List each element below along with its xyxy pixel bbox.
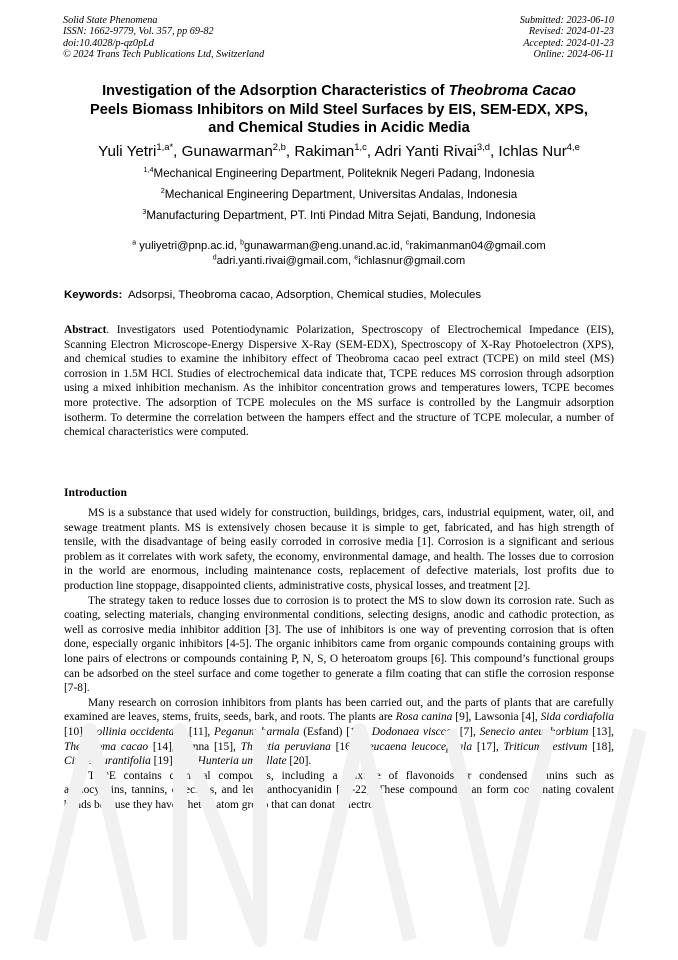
keywords-text: Adsorpsi, Theobroma cacao, Adsorption, Chemical studies, Molecules	[127, 289, 482, 301]
author: Adri Yanti Rivai$^{3,d}$	[374, 140, 490, 160]
affiliation: $^2$Mechanical Engineering Department, Universitas Andalas, Indonesia	[160, 186, 518, 201]
introduction-body	[64, 506, 614, 812]
text-run: [14], Henna [15],	[148, 740, 241, 753]
keywords	[64, 288, 624, 302]
affiliation: $^{1,4}$Mechanical Engineering Department, Politeknik Negeri Padang, Indonesia	[143, 165, 535, 180]
species-name: Triticum aestivum	[503, 740, 588, 753]
keywords-label: Keywords:	[64, 289, 123, 301]
species-name: Citrus Aurantifolia	[64, 755, 151, 768]
author: Gunawarman$^{2,b}$	[181, 140, 286, 160]
species-name: Leucaena leucocephala	[362, 740, 473, 753]
paragraph: The strategy taken to reduce losses due to corrosion is to protect the MS to slow down its corrosion rate. Such as coating, selecting materials, changing environmental conditions, selecting designs, anodic and cathodic protection, as well as corrosive media inhibitor addition [3]. The use of inhibitors is one way of preventing corrosion that is often done, especially organic inhibitors [4-5]. The organic inhibitors came from organic compounds containing groups with lone pairs of electrons or compounds containing P, N, S, O heteroatom groups [6]. This compound’s functional groups can be adsorbed on the steel surface and come together to generate a film coating that can stifle the corrosion response [7-8].	[64, 594, 614, 695]
species-name: Hunteria umbellate	[197, 755, 287, 768]
online-date: Online: 2024-06-11	[533, 49, 614, 61]
species-name: Rollinia occidentalis	[89, 725, 186, 738]
journal-name: Solid State Phenomena	[63, 15, 158, 26]
email: $^c$rakimanman04@gmail.com	[405, 239, 546, 252]
affiliation: $^3$Manufacturing Department, PT. Inti Pindad Mitra Sejati, Bandung, Indonesia	[142, 207, 536, 222]
accepted-date: Accepted: 2024-01-23	[523, 37, 614, 49]
text-run: [11],	[185, 725, 215, 738]
text-run: [13],	[588, 725, 614, 738]
text-run: [17],	[472, 740, 504, 753]
text-run: [10],	[64, 725, 90, 738]
email-line-2	[40, 254, 638, 269]
email: $^a$ yuliyetri@pnp.ac.id,	[132, 239, 241, 252]
author: Yuli Yetri$^{1,a*}$	[98, 140, 174, 160]
species-name: Peganum harmala	[214, 725, 300, 738]
species-name: Thevetia peruviana	[240, 740, 331, 753]
paragraph: MS is a substance that used widely for construction, buildings, bridges, cars, industrial equipment, water, oil, and sewage treatment plants. MS is extensively chosen because it is simple to get, fabricated, and has high strength of tensile, with the disadvantage of being easily corroded in corrosive media [1]. Corrosion is a significant and serious problem as it correlates with work safety, the economy, environmental damage, and health. The losses due to corrosion in the world are enormous, including maintenance costs, replacement of defective materials, lost profits due to production line stoppage, disappointed clients, administrative costs, physical losses, and treatment [2].	[64, 507, 614, 592]
text-run: Many research on corrosion inhibitors from plants has been carried out, and the parts of plants that are carefully examined are leaves, stems, fruits, seeds, bark, and roots. The plants are	[64, 696, 614, 724]
journal-header-right	[520, 15, 614, 61]
copyright: © 2024 Trans Tech Publications Ltd, Switzerland	[63, 49, 265, 61]
species-name: Dodonaea viscose	[371, 725, 456, 738]
abstract	[64, 323, 614, 440]
issn-volume: ISSN: 1662-9779, Vol. 357, pp 69-82	[63, 26, 214, 38]
title-line-3: and Chemical Studies in Acidic Media	[208, 120, 470, 136]
text-run: [7],	[455, 725, 480, 738]
author-emails	[40, 239, 638, 268]
submitted-date: Submitted: 2023-06-10	[519, 15, 614, 26]
abstract-text: . Investigators used Potentiodynamic Polarization, Spectroscopy of Electrochemical Impedance (EIS), Scanning Electron Microscope-Energy Dispersive X-Ray (SEM-EDX), Spectroscopy of X-Ray Photoelectron (XPS), and chemical studies to examine the inhibitory effect of Theobroma cacao peel extract (TCPE) on mild steel (MS) corrosion in 1.5M HCl. Studies of electrochemical data indicate that, TCPE reduces MS corrosion through adsorption using a mixed inhibition mechanism. As the inhibitor concentration grows and temperatures lowers, TCPE becomes more protective. The adsorption of TCPE molecules on the MS surface is controlled by the Langmuir adsorption isotherm. To determine the correlation between the hampers effect and the structure of TCPE molecular, a number of chemical characteristics were computed.	[64, 324, 614, 439]
author-list: Yuli Yetri$^{1,a*}$, Gunawarman$^{2,b}$, Rakiman$^{1,c}$, Adri Yanti Rivai$^{3,d}$, Ichlas Nur$^{4,e}$	[98, 140, 580, 160]
section-heading-introduction: Introduction	[64, 486, 127, 499]
text-run: [18],	[587, 740, 614, 753]
abstract-label: Abstract	[64, 324, 107, 336]
text-run: [16],	[330, 740, 363, 753]
email: $^b$gunawarman@eng.unand.ac.id,	[240, 239, 406, 252]
text-run: [9], Lawsonia [4],	[452, 711, 541, 724]
author: Rakiman$^{1,c}$	[294, 140, 367, 160]
title-species: Theobroma Cacao	[448, 83, 576, 99]
text-run: [20].	[286, 755, 312, 768]
species-name: Senecio anteuphorbium	[479, 725, 589, 738]
paragraph: TCPE contains chemical compounds, including a mixture of flavonoids or condensed tannins such as anthocyanins, tannins, catechins, and leucoanthocyanidin [21-22]. These compounds can form coordinating covalent bonds because they have a heteroatom group that can donate electrons	[64, 769, 614, 811]
text-run: (Esfand) [12],	[299, 725, 372, 738]
email: $^d$adri.yanti.rivai@gmail.com,	[212, 253, 355, 267]
species-name: Rosa canina	[395, 711, 453, 724]
journal-header-left	[63, 15, 264, 61]
paper-title	[50, 82, 628, 138]
species-name: Theobroma cacao	[64, 740, 149, 753]
title-line-1: Investigation of the Adsorption Characteristics of Theobroma Cacao	[102, 83, 576, 99]
title-line-2: Peels Biomass Inhibitors on Mild Steel Surfaces by EIS, SEM-EDX, XPS,	[90, 101, 588, 118]
email-line-1	[40, 239, 638, 254]
doi: doi:10.4028/p-qz0pLd	[63, 37, 154, 49]
email: $^e$ichlasnur@gmail.com	[354, 253, 466, 267]
revised-date: Revised: 2024-01-23	[528, 26, 614, 38]
author: Ichlas Nur$^{4,e}$	[498, 140, 580, 160]
text-run: [19], and	[150, 755, 198, 768]
species-name: Sida cordiafolia	[540, 711, 614, 724]
paragraph	[64, 696, 614, 769]
